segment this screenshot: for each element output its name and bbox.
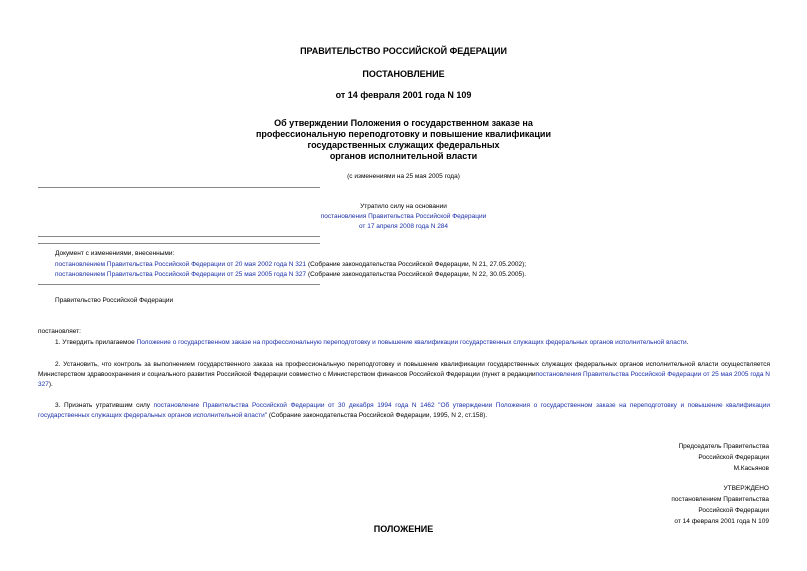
invalid-notice (0, 202, 807, 232)
changes-intro: Документ с изменениями, внесенными: (55, 250, 175, 257)
signature-block (678, 441, 769, 474)
change-link[interactable]: постановлением Правительства Российской Федерации от 20 мая 2002 года N 321 (55, 260, 307, 268)
invalid-notice-text: Утратило силу на основании (360, 203, 447, 210)
approval-title: УТВЕРЖДЕНО (723, 485, 769, 492)
approval-line: постановлением Правительства (671, 496, 769, 503)
change-source: (Собрание законодательства Российской Федерации, N 21, 27.05.2002); (306, 260, 527, 268)
amendment-link[interactable]: постановления Правительства Российской Федерации от 25 мая 2005 года N 327 (38, 371, 770, 388)
paragraph-text: 1. Утвердить прилагаемое (55, 339, 137, 346)
document-date-number: от 14 февраля 2001 года N 109 (335, 90, 472, 100)
paragraph-text: 3. Признать утратившим силу (55, 402, 154, 409)
title-line: государственных служащих федеральных (307, 140, 500, 150)
document-title (0, 118, 807, 162)
paragraph-1 (38, 338, 770, 348)
change-source: (Собрание законодательства Российской Федерации, N 22, 30.05.2005). (306, 271, 527, 278)
title-line: Об утверждении Положения о государственном заказе на (274, 118, 533, 128)
changes-block (55, 249, 526, 281)
change-item (55, 270, 526, 281)
title-line: профессиональную переподготовку и повышение квалификации (256, 129, 551, 139)
approval-line: от 14 февраля 2001 года N 109 (674, 518, 769, 525)
approval-block (671, 483, 769, 527)
repealed-decree-link[interactable]: постановление Правительства Российской Федерации от 30 декабря 1994 года N 1462 "Об утверждении Положения о государственном заказе на переподготовку и повышение квалификации государственных служащих федеральных органов исполнительной власти" (38, 402, 770, 419)
paragraph-text: (Собрание законодательства Российской Федерации, 1995, N 2, ст.158). (267, 412, 488, 419)
signature-position: Председатель Правительства (678, 443, 769, 450)
decree-word: постановляет: (38, 328, 81, 335)
signature-name: М.Касьянов (733, 465, 769, 472)
invalid-notice-link-date[interactable]: от 17 апреля 2008 года N 284 (358, 223, 449, 230)
government-heading: ПРАВИТЕЛЬСТВО РОССИЙСКОЙ ФЕДЕРАЦИИ (300, 46, 507, 56)
change-item (55, 260, 526, 271)
signature-organization: Российской Федерации (698, 454, 769, 461)
issuer: Правительство Российской Федерации (55, 297, 174, 304)
regulation-link[interactable]: Положение о государственном заказе на профессиональную переподготовку и повышение квалификации государственных служащих федеральных органов исполнительной власти (136, 339, 687, 346)
paragraph-2 (38, 360, 770, 390)
approval-line: Российской Федерации (698, 507, 769, 514)
paragraph-text: 2. Установить, что контроль за выполнением государственного заказа на профессиональную переподготовку и повышение квалификации государственных служащих федеральных органов исполнительной власти осуществляется Министерством здравоохранения и социального развития Российской Федерации совместно с Министерством финансов Российской Федерации (пункт в редакции (38, 361, 770, 378)
invalid-notice-link[interactable]: постановления Правительства Российской Федерации (320, 213, 487, 220)
section-title: ПОЛОЖЕНИЕ (373, 524, 434, 534)
divider (38, 284, 320, 285)
change-link[interactable]: постановлением Правительства Российской Федерации от 25 мая 2005 года N 327 (55, 271, 307, 278)
divider (38, 187, 320, 188)
divider (38, 236, 320, 237)
amendments-note: (с изменениями на 25 мая 2005 года) (347, 173, 460, 180)
divider (38, 243, 320, 244)
paragraph-3 (38, 401, 770, 421)
document-type: ПОСТАНОВЛЕНИЕ (362, 69, 445, 79)
title-line: органов исполнительной власти (329, 151, 478, 161)
paragraph-text: . (686, 339, 689, 346)
paragraph-text: ). (48, 381, 53, 388)
